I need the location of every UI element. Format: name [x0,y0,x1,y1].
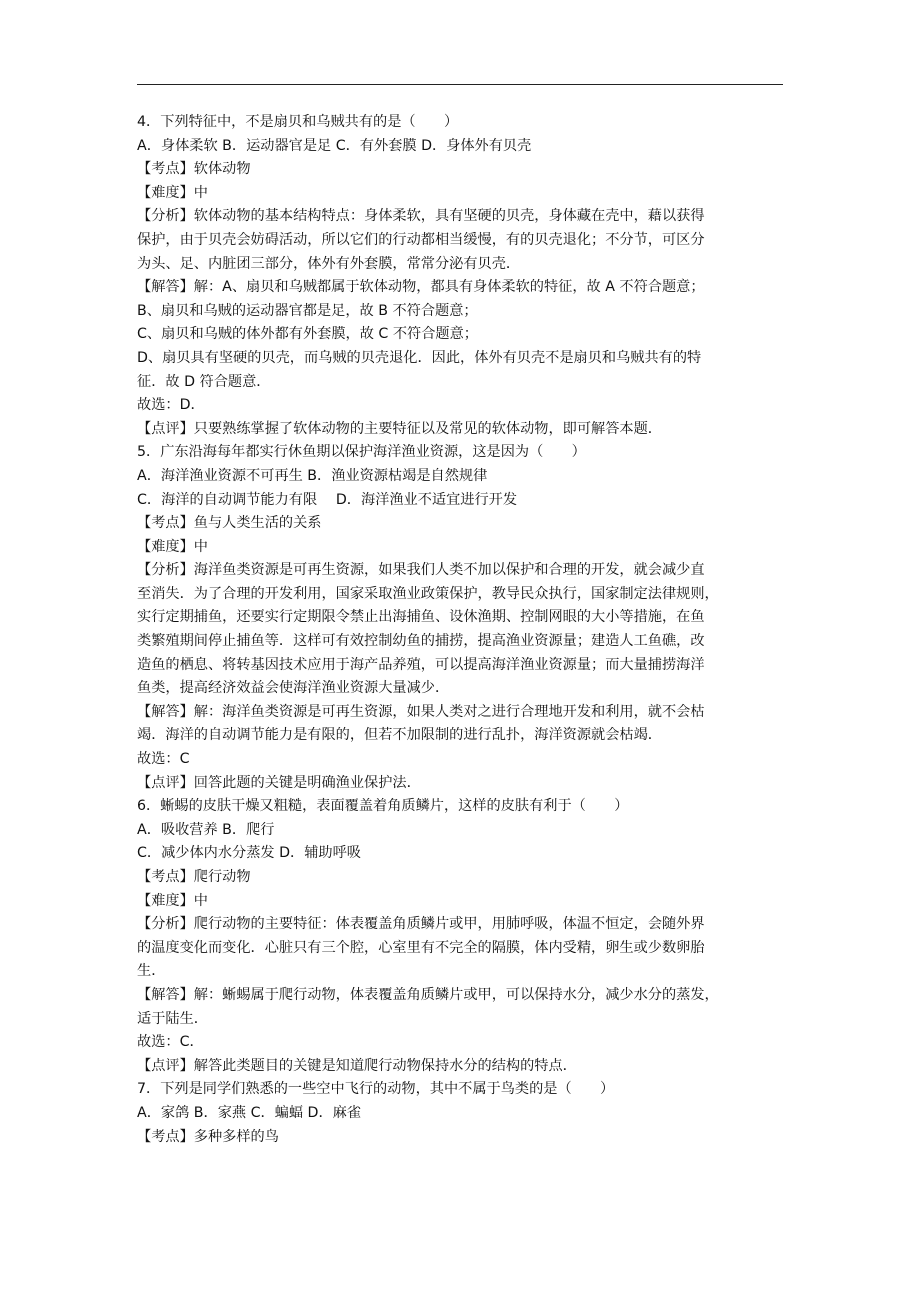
text-line: 【考点】软体动物 [137,161,251,178]
text-line: 4．下列特征中，不是扇贝和乌贼共有的是（ ） [137,114,459,130]
text-line: 【难度】中 [137,892,208,909]
text-line: 故选：D． [137,397,205,414]
text-line: 5．广东沿海每年都实行休鱼期以保护海洋渔业资源，这是因为（ ） [137,444,586,461]
text-line: 至消失．为了合理的开发利用，国家采取渔业政策保护，教导民众执行，国家制定法律规则， [137,585,719,602]
text-line: 【点评】只要熟练掌握了软体动物的主要特征以及常见的软体动物，即可解答本题． [137,420,662,437]
text-line: B、扇贝和乌贼的运动器官都是足，故 B 不符合题意； [137,302,478,319]
text-line: C、扇贝和乌贼的体外都有外套膜，故 C 不符合题意； [137,326,478,343]
text-line: 【分析】海洋鱼类资源是可再生资源，如果我们人类不加以保护和合理的开发，就会减少直 [137,562,705,579]
text-line: 【解答】解：A、扇贝和乌贼都属于软体动物，都具有身体柔软的特征，故 A 不符合题意； [137,279,705,296]
text-line: 保护，由于贝壳会妨碍活动，所以它们的行动都相当缓慢，有的贝壳退化；不分节，可区分 [137,231,705,248]
text-line: 适于陆生． [137,1010,208,1027]
text-line: 【考点】多种多样的鸟 [137,1128,279,1145]
text-line: A．海洋渔业资源不可再生 B．渔业资源枯竭是自然规律 [137,467,488,484]
text-line: C．海洋的自动调节能力有限 D．海洋渔业不适宜进行开发 [137,491,518,508]
text-line: 生． [137,963,166,980]
text-line: 的温度变化而变化．心脏只有三个腔，心室里有不完全的隔膜，体内受精，卵生或少数卵胎 [137,939,705,956]
text-line: 故选：C． [137,1034,204,1051]
text-line: 造鱼的栖息、将转基因技术应用于海产品养殖，可以提高海洋渔业资源量；而大量捕捞海洋 [137,656,705,673]
text-line: 【分析】爬行动物的主要特征：体表覆盖角质鳞片或甲，用肺呼吸，体温不恒定，会随外界 [137,916,705,933]
text-line: 【考点】爬行动物 [137,869,251,885]
text-line: 竭．海洋的自动调节能力是有限的，但若不加限制的进行乱扑，海洋资源就会枯竭． [137,727,662,744]
text-line: 类繁殖期间停止捕鱼等．这样可有效控制幼鱼的捕捞，提高渔业资源量；建造人工鱼礁，改 [137,633,705,650]
document-body [137,111,785,1149]
text-line: 故选：C [137,751,190,768]
text-line: C．减少体内水分蒸发 D．辅助呼吸 [137,845,361,862]
text-line: 实行定期捕鱼，还要实行定期限令禁止出海捕鱼、设休渔期、控制网眼的大小等措施，在鱼 [137,609,705,626]
text-line: 鱼类，提高经济效益会使海洋渔业资源大量减少． [137,680,450,697]
text-line: 7．下列是同学们熟悉的一些空中飞行的动物，其中不属于鸟类的是（ ） [137,1081,615,1098]
text-line: D、扇贝具有坚硬的贝壳，而乌贼的贝壳退化．因此，体外有贝壳不是扇贝和乌贼共有的特 [137,349,702,366]
text-line: 【点评】解答此类题目的关键是知道爬行动物保持水分的结构的特点． [137,1057,577,1074]
text-line: 【点评】回答此题的关键是明确渔业保护法． [137,774,421,791]
text-line: A．家鸽 B．家燕 C．蝙蝠 D．麻雀 [137,1104,362,1121]
text-line: 征．故 D 符合题意． [137,373,271,390]
text-line: 为头、足、内脏团三部分，体外有外套膜，常常分泌有贝壳． [137,255,521,272]
text-line: 【解答】解：海洋鱼类资源是可再生资源，如果人类对之进行合理地开发和利用，就不会枯 [137,703,705,720]
text-line: 【分析】软体动物的基本结构特点：身体柔软，具有坚硬的贝壳，身体藏在壳中，藉以获得 [137,208,705,225]
text-line: A．吸收营养 B．爬行 [137,821,275,838]
text-line: 【难度】中 [137,538,208,555]
header-rule [137,84,783,85]
text-line: A．身体柔软 B．运动器官是足 C．有外套膜 D．身体外有贝壳 [137,137,532,154]
text-line: 6．蜥蜴的皮肤干燥又粗糙，表面覆盖着角质鳞片，这样的皮肤有利于（ ） [137,798,629,815]
text-line: 【考点】鱼与人类生活的关系 [137,515,322,532]
text-line: 【解答】解：蜥蜴属于爬行动物，体表覆盖角质鳞片或甲，可以保持水分，减少水分的蒸发， [137,986,719,1003]
text-line: 【难度】中 [137,184,208,201]
